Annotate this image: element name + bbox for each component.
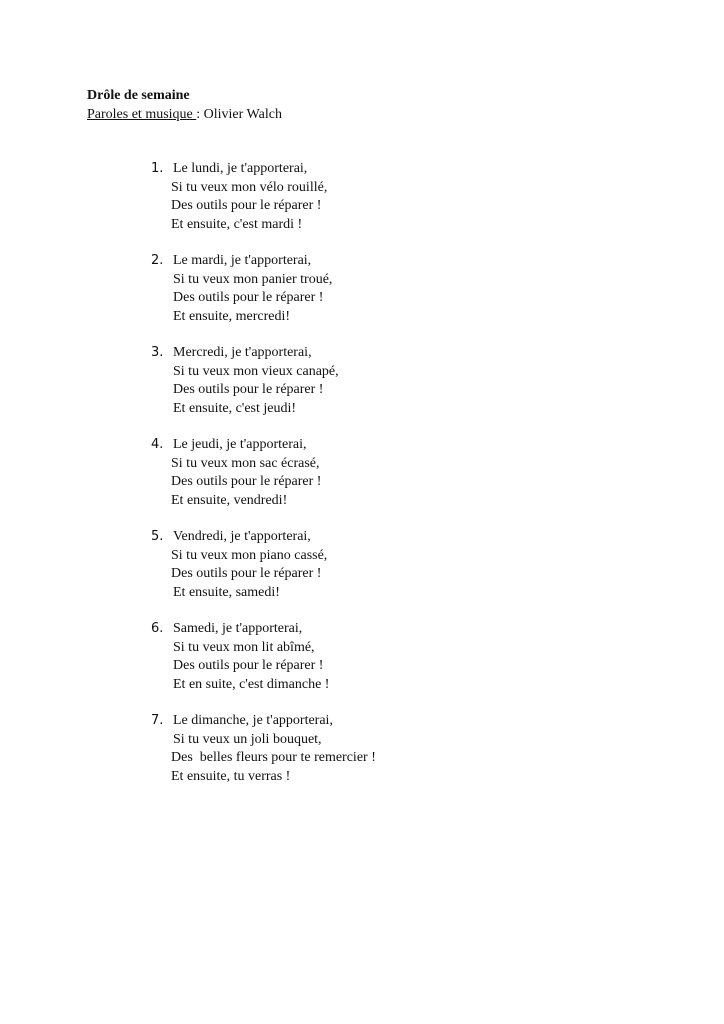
verse-line: Et ensuite, vendredi! — [171, 492, 288, 508]
verse-line: Le mardi, je t'apporterai, — [173, 253, 312, 268]
verse-line: Mercredi, je t'apporterai, — [173, 345, 312, 360]
verse-line: Des outils pour le réparer ! — [171, 474, 322, 489]
verse-line: Si tu veux mon vélo rouillé, — [171, 179, 328, 195]
verse-lines — [173, 344, 339, 418]
verse-line: Et en suite, c'est dimanche ! — [173, 676, 330, 692]
verse-line: Le dimanche, je t'apporterai, — [173, 713, 333, 728]
verse-number: 6. — [151, 621, 164, 636]
verse-6 — [150, 620, 570, 712]
verse-5 — [150, 528, 570, 620]
verse-line: Et ensuite, samedi! — [173, 584, 280, 600]
verse-line: Et ensuite, c'est mardi ! — [171, 216, 303, 232]
verse-line: Si tu veux mon lit abîmé, — [173, 639, 315, 655]
verse-lines — [173, 252, 332, 326]
verse-line: Si tu veux mon sac écrasé, — [171, 455, 320, 471]
verse-lines — [173, 528, 327, 602]
verse-4 — [150, 436, 570, 528]
verse-line: Des outils pour le réparer ! — [173, 382, 324, 397]
verse-number: 2. — [151, 253, 164, 268]
credits-label: Paroles et musique — [87, 107, 197, 122]
verse-number: 4. — [151, 437, 164, 452]
verse-2 — [150, 252, 570, 344]
verse-line: Si tu veux mon piano cassé, — [171, 547, 328, 563]
verse-line: Et ensuite, mercredi! — [173, 308, 291, 324]
credits-line — [87, 105, 282, 125]
credits-separator: : — [196, 107, 204, 122]
verse-line: Des outils pour le réparer ! — [171, 566, 322, 581]
verse-line: Vendredi, je t'apporterai, — [173, 529, 311, 544]
verse-number: 5. — [151, 529, 164, 544]
song-title: Drôle de semaine — [87, 88, 190, 103]
verse-line: Le jeudi, je t'apporterai, — [173, 437, 307, 452]
verse-line: Si tu veux mon panier troué, — [173, 271, 333, 287]
verse-line: Si tu veux mon vieux canapé, — [173, 363, 339, 379]
verse-lines — [173, 436, 321, 510]
verse-line: Des outils pour le réparer ! — [173, 290, 324, 305]
verse-1 — [150, 160, 570, 252]
verse-lines — [173, 160, 327, 234]
verse-lines — [173, 712, 376, 786]
verse-3 — [150, 344, 570, 436]
verse-line: Si tu veux un joli bouquet, — [173, 731, 322, 747]
verse-7 — [150, 712, 570, 804]
verse-number: 3. — [151, 345, 164, 360]
verse-line: Des outils pour le réparer ! — [171, 198, 322, 213]
verse-lines — [173, 620, 329, 694]
credits-author: Olivier Walch — [203, 107, 282, 122]
verse-line: Et ensuite, tu verras ! — [171, 768, 291, 784]
verse-number: 7. — [151, 713, 164, 728]
verse-line: Le lundi, je t'apporterai, — [173, 161, 308, 176]
verse-number: 1. — [151, 161, 164, 176]
verse-line: Des outils pour le réparer ! — [173, 658, 324, 673]
verse-line: Samedi, je t'apporterai, — [173, 621, 303, 636]
verse-list — [150, 160, 570, 804]
verse-line: Et ensuite, c'est jeudi! — [173, 400, 297, 416]
verse-line: Des belles fleurs pour te remercier ! — [171, 750, 376, 765]
